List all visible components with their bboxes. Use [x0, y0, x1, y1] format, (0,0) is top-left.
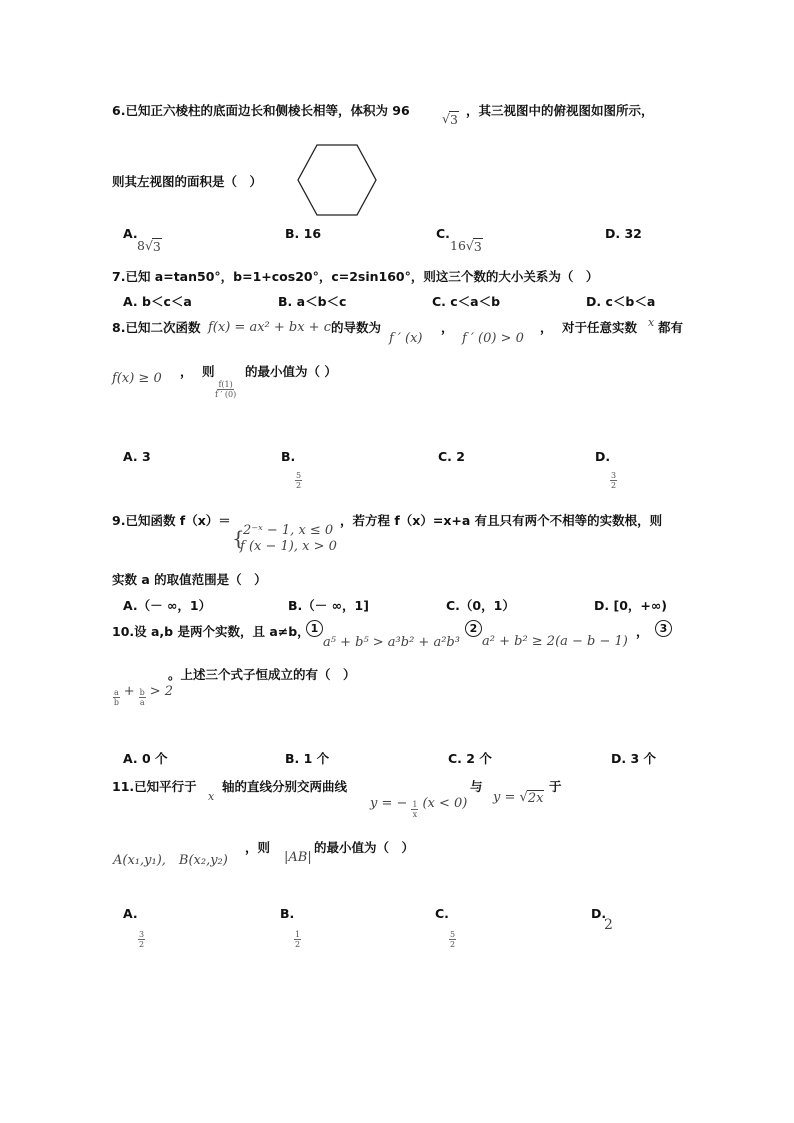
q11-curve-2: y = √ 2x — [493, 790, 544, 806]
q9-case-1: 2⁻ˣ − 1, x ≤ 0 — [243, 523, 334, 538]
q11-option-d[interactable]: D. — [591, 906, 607, 921]
q11-option-b-value: $\frac{1}{2}$ — [295, 930, 301, 949]
q8-option-b[interactable]: B. — [281, 449, 296, 464]
hexagon-figure — [296, 144, 378, 216]
q10-mark-2: 2 — [465, 620, 482, 637]
q7-option-b[interactable]: B. a＜b＜c — [278, 294, 347, 309]
q11-option-a[interactable]: A. — [123, 906, 138, 921]
q11-ab: |AB| — [284, 850, 312, 865]
q6-option-a-value: 8 √ 3 — [137, 238, 161, 254]
q6-option-b[interactable]: B. 16 — [285, 226, 322, 241]
q11-option-a-value: $\frac{3}{2}$ — [139, 930, 145, 949]
q7-stem: 7.已知 a=tan50°，b=1+cos20°，c=2sin160°，则这三个数的大小关系为（ ） — [112, 269, 599, 284]
q7-option-d[interactable]: D. c＜b＜a — [586, 294, 656, 309]
q8-stem-d: 都有 — [658, 320, 684, 335]
q10-expr-1: a⁵ + b⁵ > a³b² + a²b³ — [323, 635, 460, 650]
q10-mark-3: 3 — [655, 620, 672, 637]
q10-comma: ， — [636, 624, 649, 639]
q9-stem-b: ，若方程 f（x）=x+a 有且只有两个不相等的实数根，则 — [340, 513, 663, 528]
q11-option-b[interactable]: B. — [280, 906, 295, 921]
q11-and: 与 — [470, 779, 483, 794]
q8-stem-a: 8.已知二次函数 — [112, 320, 201, 335]
q8-fraction: $\frac{f(1)}{f ' (0)}$ — [215, 380, 237, 399]
q6-option-d[interactable]: D. 32 — [605, 226, 642, 241]
q10-expr-3: $\frac{a}{b}$ + $\frac{b}{a}$ > 2 — [113, 684, 174, 707]
q6-stem-tail: ，其三视图中的俯视图如图所示， — [466, 103, 654, 118]
q11-at: 于 — [549, 779, 562, 794]
q6-sqrt: √ 3 — [442, 111, 458, 127]
q8-condition: f ′ (0) > 0 — [462, 331, 524, 346]
q10-expr-2: a² + b² ≥ 2(a − b − 1) — [482, 634, 628, 649]
q11-then: ，则 — [245, 840, 271, 855]
q11-stem-a: 11.已知平行于 — [112, 779, 197, 794]
q10-option-d[interactable]: D. 3 个 — [611, 751, 657, 766]
q8-comma-3: ， — [180, 364, 193, 379]
q11-stem-tail: 的最小值为（ ） — [314, 840, 415, 855]
q8-option-c[interactable]: C. 2 — [438, 449, 465, 464]
q8-comma-1: ， — [441, 320, 454, 335]
q9-option-c[interactable]: C.（0，1） — [446, 598, 515, 613]
q10-option-b[interactable]: B. 1 个 — [285, 751, 330, 766]
q8-var-x: x — [648, 316, 655, 329]
q10-mark-1: 1 — [306, 620, 323, 637]
q8-comma-2: ， — [540, 320, 553, 335]
q10-option-a[interactable]: A. 0 个 — [123, 751, 168, 766]
q8-stem-b: 的导数为 — [331, 320, 382, 335]
q10-stem-tail: 。上述三个式子恒成立的有（ ） — [168, 667, 356, 682]
q9-option-b[interactable]: B.（－ ∞，1] — [288, 598, 369, 613]
q11-option-c-value: $\frac{5}{2}$ — [450, 930, 456, 949]
q8-then: 则 — [202, 364, 215, 379]
q8-stem-tail: 的最小值为（ ） — [245, 364, 337, 379]
q11-curve-1: y = − $\frac{1}{x}$ (x < 0) — [370, 796, 468, 819]
q6-option-c-value: 16 √ 3 — [450, 238, 482, 254]
q10-option-c[interactable]: C. 2 个 — [448, 751, 492, 766]
q11-stem-b: 轴的直线分别交两曲线 — [222, 779, 348, 794]
q11-option-d-value: 2 — [604, 917, 613, 933]
q8-stem-c: 对于任意实数 — [562, 320, 638, 335]
q8-option-d[interactable]: D. — [595, 449, 611, 464]
q8-function: f(x) = ax² + bx + c — [208, 320, 331, 335]
q6-option-c[interactable]: C. — [436, 226, 450, 241]
q6-line2: 则其左视图的面积是（ ） — [112, 174, 263, 189]
q7-option-c[interactable]: C. c＜a＜b — [432, 294, 501, 309]
q8-inequality: f(x) ≥ 0 — [112, 371, 162, 386]
q7-option-a[interactable]: A. b＜c＜a — [123, 294, 192, 309]
q8-derivative: f ′ (x) — [389, 331, 423, 346]
q8-option-d-value: $\frac{3}{2}$ — [611, 471, 617, 490]
q8-option-a[interactable]: A. 3 — [123, 449, 151, 464]
q9-brace: { — [232, 526, 245, 550]
q9-case-2: f (x − 1), x > 0 — [240, 539, 337, 554]
q6-stem: 6.已知正六棱柱的底面边长和侧棱长相等，体积为 96 — [112, 103, 410, 118]
q11-points: A(x₁,y₁), B(x₂,y₂) — [113, 853, 228, 868]
q10-stem-a: 10.设 a,b 是两个实数，且 a≠b， — [112, 624, 310, 639]
q9-stem-a: 9.已知函数 f（x）＝ — [112, 513, 231, 528]
q9-option-d[interactable]: D. [0，+∞) — [594, 598, 667, 613]
q11-option-c[interactable]: C. — [435, 906, 449, 921]
q8-option-b-value: $\frac{5}{2}$ — [296, 471, 302, 490]
q9-line2: 实数 a 的取值范围是（ ） — [112, 572, 267, 587]
q11-var-x: x — [208, 790, 215, 803]
q6-option-a[interactable]: A. — [123, 226, 138, 241]
q9-option-a[interactable]: A.（－ ∞，1） — [123, 598, 212, 613]
